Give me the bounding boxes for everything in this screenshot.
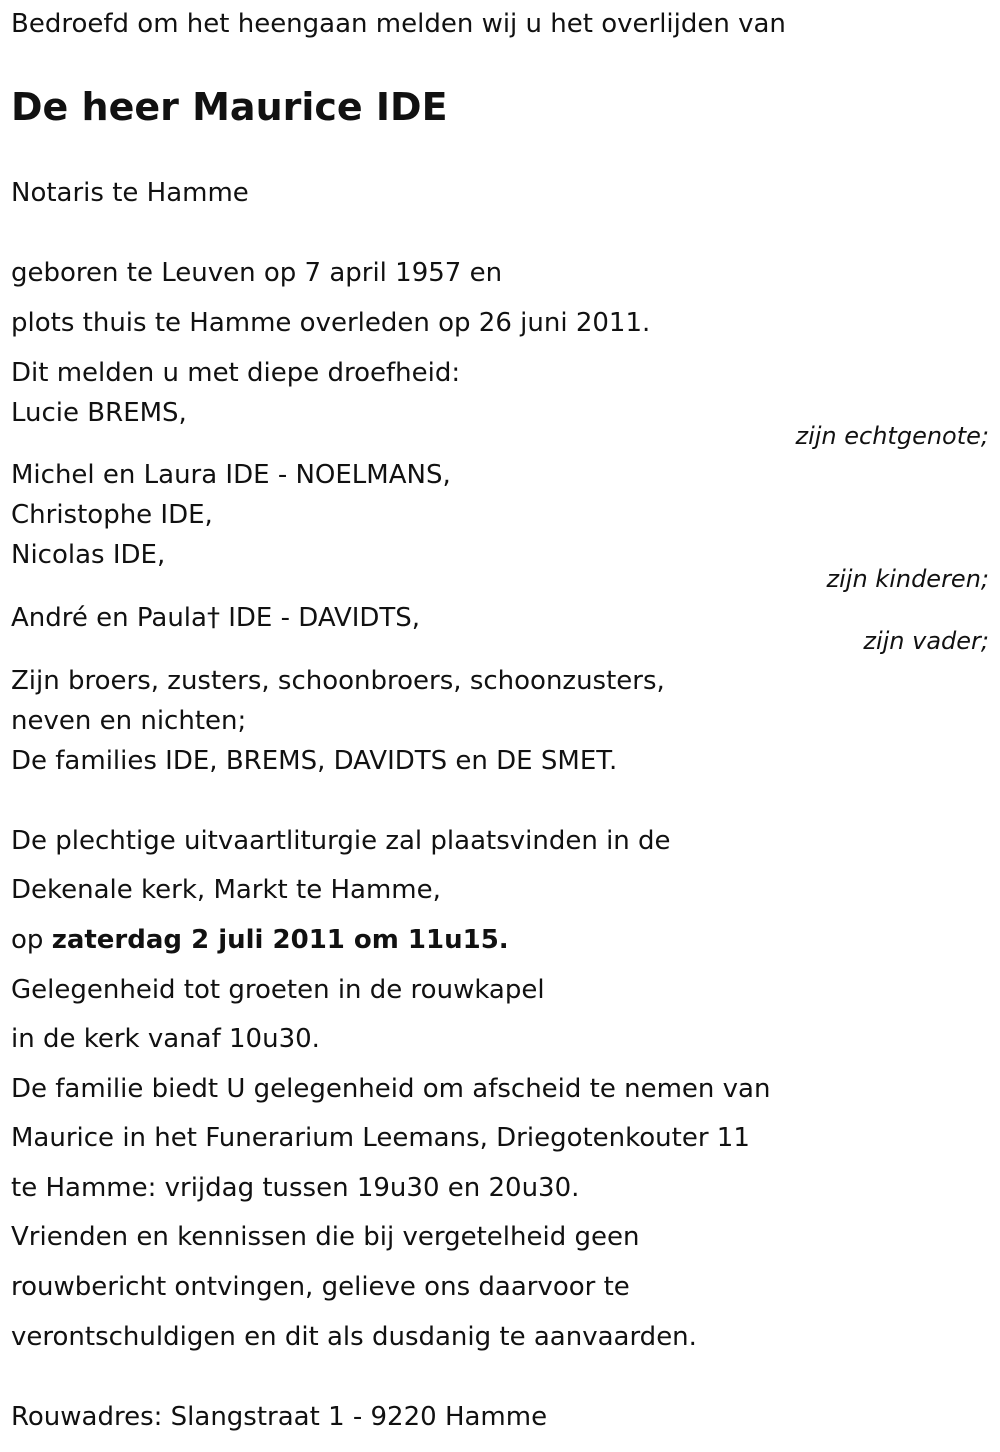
child-name: Michel en Laura IDE - NOELMANS, xyxy=(11,460,451,490)
birth-text: geboren te Leuven op 7 april 1957 en xyxy=(11,258,503,288)
intro-text: Bedroefd om het heengaan melden wij u het overlijden van xyxy=(11,9,786,39)
father-name-part1: André en Paula xyxy=(11,603,207,633)
ceremony-date-value: zaterdag 2 juli 2011 om 11u15. xyxy=(51,925,509,955)
ceremony-line: De plechtige uitvaartliturgie zal plaatsvinden in de xyxy=(11,826,671,856)
cross-icon: † xyxy=(206,603,220,633)
ceremony-date xyxy=(11,924,509,956)
child-name: Christophe IDE, xyxy=(11,500,213,530)
spouse-name: Lucie BREMS, xyxy=(11,398,187,428)
death-text: plots thuis te Hamme overleden op 26 juni 2011. xyxy=(11,308,651,338)
children-relation: zijn kinderen; xyxy=(826,565,989,593)
detail-line: Vrienden en kennissen die bij vergetelheid geen xyxy=(11,1222,640,1252)
detail-line: verontschuldigen en dit als dusdanig te aanvaarden. xyxy=(11,1322,697,1352)
father-name xyxy=(11,602,420,634)
father-relation: zijn vader; xyxy=(863,627,989,655)
relatives-line: De families IDE, BREMS, DAVIDTS en DE SMET. xyxy=(11,746,618,776)
father-name-part2: IDE - DAVIDTS, xyxy=(219,603,421,633)
detail-line: De familie biedt U gelegenheid om afscheid te nemen van xyxy=(11,1074,771,1104)
relatives-line: neven en nichten; xyxy=(11,706,247,736)
address-text: Rouwadres: Slangstraat 1 - 9220 Hamme xyxy=(11,1402,548,1432)
deceased-name: De heer Maurice IDE xyxy=(11,85,448,129)
spouse-relation: zijn echtgenote; xyxy=(795,422,989,450)
ceremony-date-prefix: op xyxy=(11,925,52,955)
profession-text: Notaris te Hamme xyxy=(11,178,249,208)
detail-line: in de kerk vanaf 10u30. xyxy=(11,1024,320,1054)
announce-text: Dit melden u met diepe droefheid: xyxy=(11,358,461,388)
ceremony-line: Dekenale kerk, Markt te Hamme, xyxy=(11,875,441,905)
detail-line: Gelegenheid tot groeten in de rouwkapel xyxy=(11,975,545,1005)
detail-line: te Hamme: vrijdag tussen 19u30 en 20u30. xyxy=(11,1173,580,1203)
child-name: Nicolas IDE, xyxy=(11,540,166,570)
relatives-line: Zijn broers, zusters, schoonbroers, schoonzusters, xyxy=(11,666,665,696)
detail-line: Maurice in het Funerarium Leemans, Driegotenkouter 11 xyxy=(11,1123,750,1153)
detail-line: rouwbericht ontvingen, gelieve ons daarvoor te xyxy=(11,1272,630,1302)
